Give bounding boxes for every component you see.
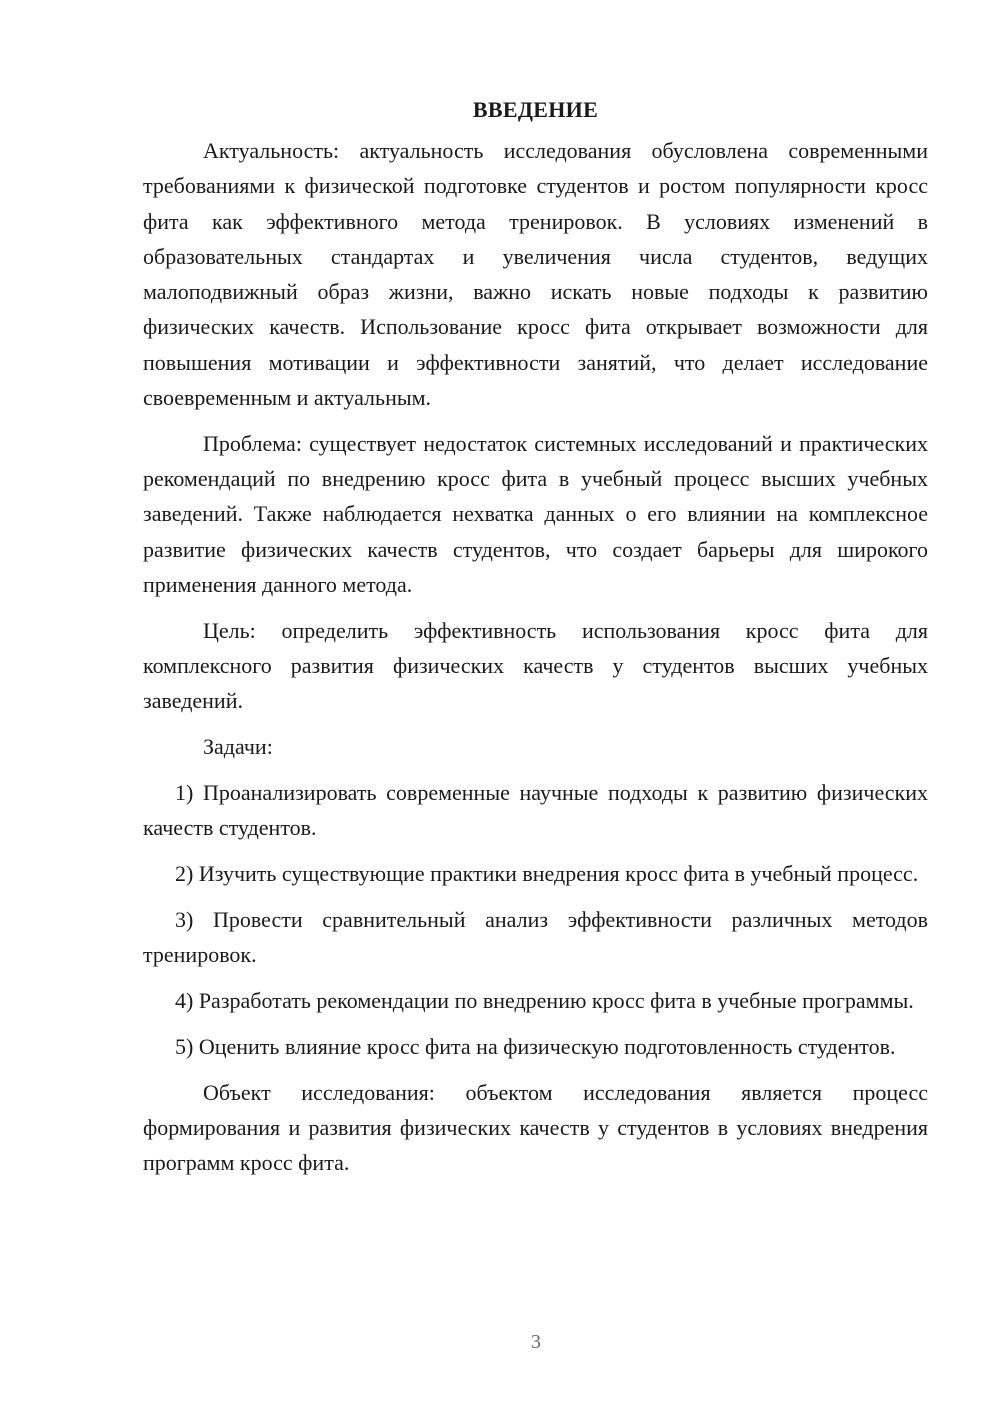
- problem-paragraph: Проблема: существует недостаток системных исследований и практических рекомендаций по внедрению кросс фита в учебный процесс высших учебных заведений. Также наблюдается нехватка данных о его влиянии на комплексное развитие физических качеств студентов, что создает барьеры для широкого применения данного метода.: [143, 430, 928, 598]
- tasks-heading: Задачи:: [203, 734, 273, 760]
- goal-paragraph: Цель: определить эффективность использования кросс фита для комплексного развития физических качеств у студентов высших учебных заведений.: [143, 617, 928, 714]
- relevance-paragraph: Актуальность: актуальность исследования обусловлена современными требованиями к физической подготовке студентов и ростом популярности кросс фита как эффективного метода тренировок. В условиях изменений в образовательных стандартах и увеличения числа студентов, ведущих малоподвижный образ жизни, важно искать новые подходы к развитию физических качеств. Использование кросс фита открывает возможности для повышения мотивации и эффективности занятий, что делает исследование своевременным и актуальным.: [143, 138, 928, 411]
- task-item-5: 5) Оценить влияние кросс фита на физическую подготовленность студентов.: [175, 1033, 896, 1059]
- task-item-3: 3) Провести сравнительный анализ эффективности различных методов тренировок.: [143, 906, 928, 968]
- task-item-4: 4) Разработать рекомендации по внедрению кросс фита в учебные программы.: [175, 988, 914, 1014]
- page-number: 3: [531, 1331, 541, 1353]
- task-item-2: 2) Изучить существующие практики внедрения кросс фита в учебный процесс.: [175, 861, 919, 887]
- research-object-paragraph: Объект исследования: объектом исследования является процесс формирования и развития физических качеств у студентов в условиях внедрения программ кросс фита.: [143, 1079, 928, 1176]
- task-item-1: 1) Проанализировать современные научные подходы к развитию физических качеств студентов.: [143, 780, 928, 841]
- document-title: ВВЕДЕНИЕ: [472, 97, 599, 122]
- document-page: [143, 92, 928, 1191]
